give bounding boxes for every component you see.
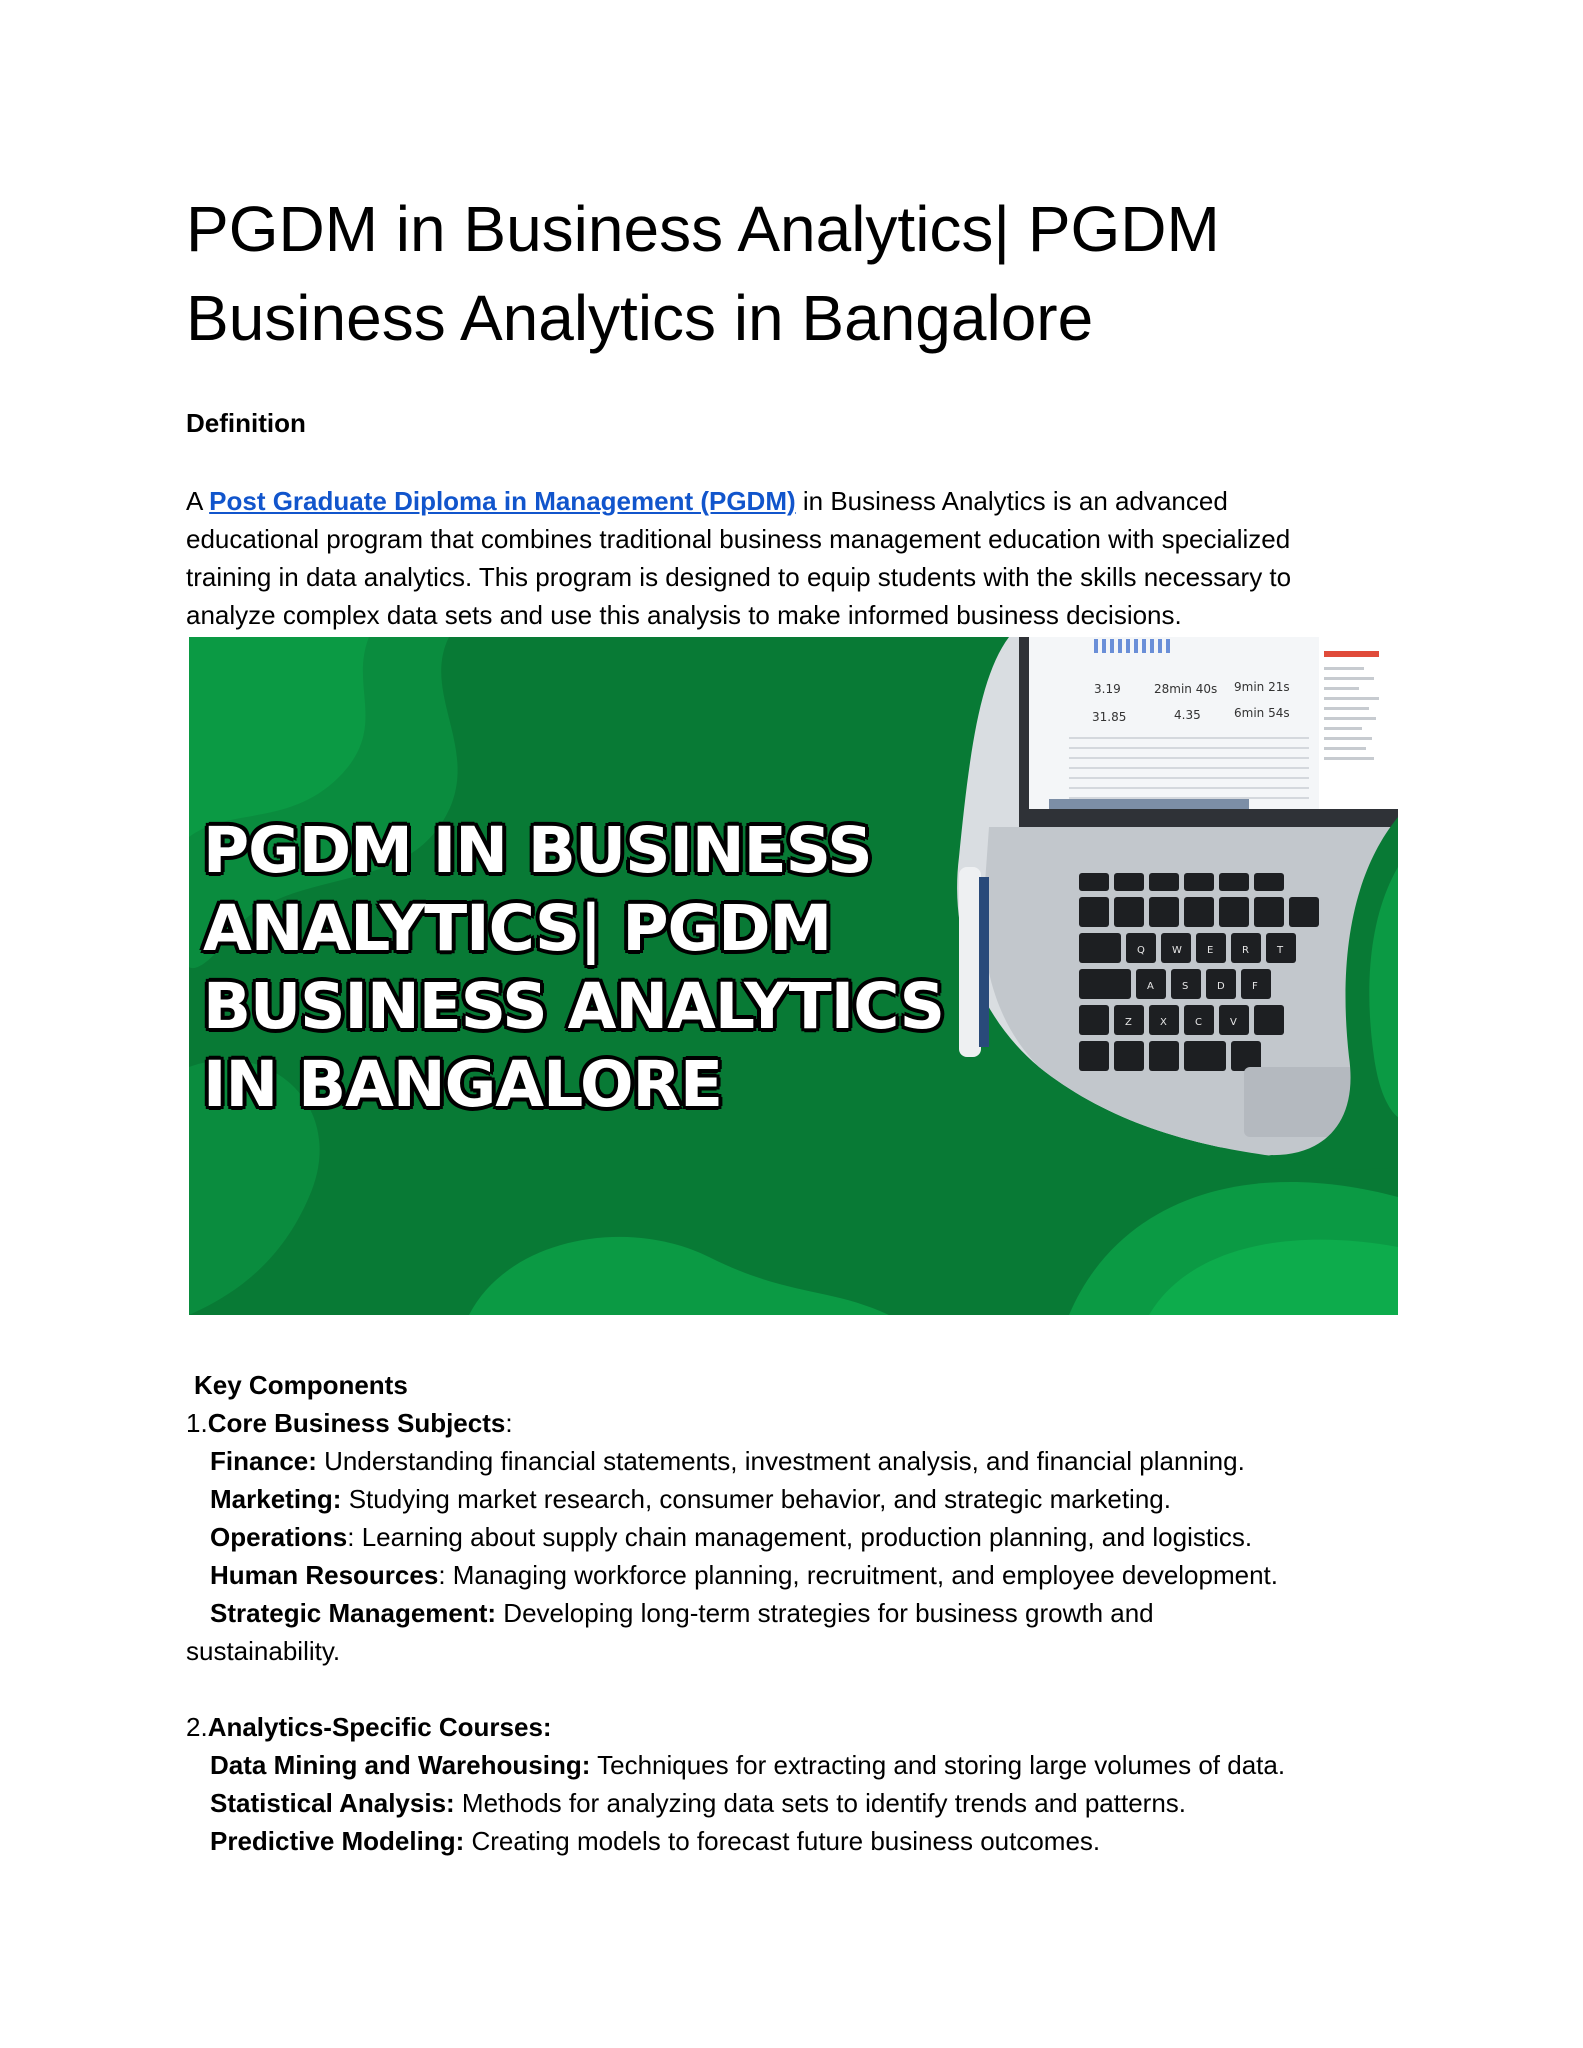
spacer xyxy=(186,1670,1426,1708)
item-term: Finance: xyxy=(210,1446,317,1476)
paragraph-line: analyze complex data sets and use this analysis to make informed business decisions. xyxy=(186,600,1182,630)
banner-line: ANALYTICS| PGDM xyxy=(203,892,832,965)
item-desc: : Managing workforce planning, recruitment, and employee development. xyxy=(438,1560,1279,1590)
key-label: R xyxy=(1242,945,1249,956)
key-label: A xyxy=(1147,981,1154,992)
list-item-continuation: sustainability. xyxy=(186,1636,341,1666)
section-number: 1. xyxy=(186,1408,208,1438)
item-desc: : Learning about supply chain management, production planning, and logistics. xyxy=(347,1522,1253,1552)
item-term: Statistical Analysis: xyxy=(210,1788,455,1818)
title-line: Business Analytics in Bangalore xyxy=(186,282,1094,354)
notebook-edge xyxy=(959,867,981,1057)
screen-value: 4.35 xyxy=(1174,708,1201,722)
item-desc: Creating models to forecast future business outcomes. xyxy=(464,1826,1101,1856)
item-term: Human Resources xyxy=(210,1560,439,1590)
title-line: PGDM in Business Analytics| PGDM xyxy=(186,193,1220,265)
list-item xyxy=(186,1442,1426,1480)
screen-sidebar-accent xyxy=(1324,651,1379,657)
item-term: Strategic Management: xyxy=(210,1598,497,1628)
item-term: Marketing: xyxy=(210,1484,342,1514)
item-term: Predictive Modeling: xyxy=(210,1826,465,1856)
key-components-heading: Key Components xyxy=(194,1370,408,1400)
key-label: Z xyxy=(1125,1017,1132,1028)
key-label: D xyxy=(1217,981,1225,992)
item-term: Operations xyxy=(210,1522,348,1552)
section-title-suffix: : xyxy=(505,1408,513,1438)
page-title xyxy=(186,185,1436,363)
key-label: F xyxy=(1252,981,1258,992)
banner-line: PGDM IN BUSINESS xyxy=(203,814,872,887)
section-title: Core Business Subjects xyxy=(207,1408,506,1438)
screen-value: 9min 21s xyxy=(1234,680,1290,694)
wave-shape xyxy=(469,1237,889,1315)
paragraph-prefix: A xyxy=(186,486,210,516)
item-desc: Methods for analyzing data sets to identify trends and patterns. xyxy=(454,1788,1187,1818)
banner-image xyxy=(189,637,1398,1315)
list-item xyxy=(186,1480,1426,1518)
key-label: E xyxy=(1207,945,1214,956)
paragraph-line: educational program that combines traditional business management education with specialized xyxy=(186,524,1291,554)
list-item xyxy=(186,1822,1426,1860)
item-desc: Understanding financial statements, investment analysis, and financial planning. xyxy=(316,1446,1245,1476)
paragraph-line: training in data analytics. This program is designed to equip students with the skills necessary to xyxy=(186,562,1292,592)
definition-paragraph xyxy=(186,482,1416,634)
section-number: 2. xyxy=(186,1712,208,1742)
key-label: V xyxy=(1230,1017,1237,1028)
section-heading xyxy=(186,1404,1426,1442)
item-term: Data Mining and Warehousing: xyxy=(210,1750,591,1780)
section-title: Analytics-Specific Courses: xyxy=(207,1712,552,1742)
screen-value: 31.85 xyxy=(1092,710,1127,724)
screen-value: 6min 54s xyxy=(1234,706,1290,720)
screen-sidebar xyxy=(1319,637,1398,809)
list-item xyxy=(186,1784,1426,1822)
key-label: W xyxy=(1172,945,1182,956)
screen-value: 3.19 xyxy=(1094,682,1121,696)
list-item xyxy=(186,1518,1426,1556)
paragraph-line xyxy=(186,482,1416,520)
screen-dock xyxy=(1049,799,1249,809)
pgdm-link[interactable]: Post Graduate Diploma in Management (PGDM) xyxy=(209,486,796,516)
key-label: T xyxy=(1277,945,1284,956)
list-item xyxy=(186,1556,1426,1594)
section-heading xyxy=(186,1708,1426,1746)
paragraph-text: in Business Analytics is an advanced xyxy=(795,486,1228,516)
list-item xyxy=(186,1746,1426,1784)
banner-line: BUSINESS ANALYTICS xyxy=(203,970,944,1043)
definition-heading: Definition xyxy=(186,408,306,438)
list-item xyxy=(186,1594,1426,1632)
banner-line: IN BANGALORE xyxy=(203,1048,723,1121)
screen-value: 28min 40s xyxy=(1154,682,1218,696)
key-label: S xyxy=(1182,981,1189,992)
key-label: C xyxy=(1195,1017,1202,1028)
notebook-spine xyxy=(979,877,989,1047)
item-desc: Developing long-term strategies for business growth and xyxy=(496,1598,1154,1628)
key-label: Q xyxy=(1137,945,1145,956)
item-desc: Studying market research, consumer behavior, and strategic marketing. xyxy=(341,1484,1171,1514)
key-label: X xyxy=(1160,1017,1167,1028)
laptop-screen xyxy=(1029,637,1319,809)
banner-heading xyxy=(203,812,944,1124)
item-desc: Techniques for extracting and storing large volumes of data. xyxy=(590,1750,1286,1780)
key-components-section xyxy=(186,1366,1426,1860)
